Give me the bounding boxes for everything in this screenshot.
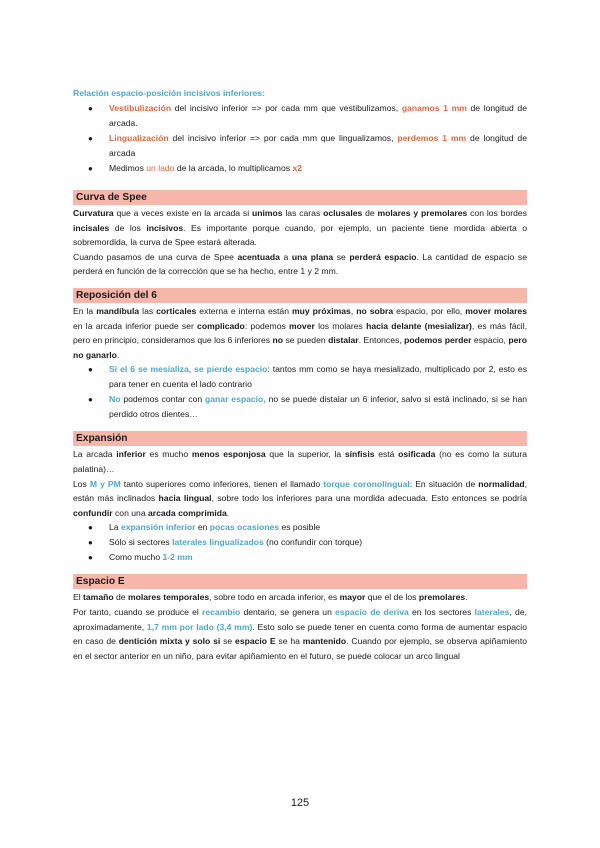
intro-list: [73, 101, 527, 176]
paragraph: Curvatura que a veces existe en la arcada si unimos las caras oclusales de molares y premolares con los bordes incisales de los incisivos. Es importante porque cuando, por ejemplo, un paciente tiene mordida abierta o sobremordida, la curva de Spee estará alterada.: [73, 208, 527, 248]
list-item: ● Como mucho 1-2 mm: [73, 550, 527, 565]
bullet-icon: ●: [88, 523, 93, 533]
bullet-icon: ●: [88, 553, 93, 563]
section-heading-reposicion: Reposición del 6: [73, 288, 527, 303]
list-item: ● La expansión inferior en pocas ocasiones es posible: [73, 520, 527, 535]
list-item: ● Sólo si sectores laterales lingualizados (no confundir con torque): [73, 535, 527, 550]
page-content: [73, 86, 527, 663]
list-item: ● Si el 6 se mesializa, se pierde espacio: tantos mm como se haya mesializado, multiplicado por 2, esto es para tener en cuenta el lado contrario: [88, 364, 527, 390]
page-number: 125: [290, 797, 310, 809]
section-heading-curva-spee: Curva de Spee: [73, 190, 527, 205]
section-heading-espacio-e: Espacio E: [73, 574, 527, 589]
bullet-icon: ●: [88, 395, 93, 405]
bullet-icon: ●: [88, 538, 93, 548]
bullet-icon: ●: [88, 164, 93, 173]
intro-title: Relación espacio-posición incisivos inferiores:: [73, 88, 265, 98]
list-item: ● Vestibulización del incisivo inferior => por cada mm que vestibulizamos, ganamos 1 mm de longitud de arcada.: [88, 103, 527, 128]
paragraph: La arcada inferior es mucho menos esponjosa que la superior, la sínfisis está osificada (no es como la sutura palatina)…: [73, 449, 527, 474]
list-item: ● No podemos contar con ganar espacio, no se puede distalar un 6 inferior, salvo si está inclinado, si se han perdido otros dientes…: [88, 394, 528, 420]
paragraph: El tamaño de molares temporales, sobre todo en arcada inferior, es mayor que el de los premolares.: [73, 592, 468, 603]
paragraph: En la mandíbula las corticales externa e interna están muy próximas, no sobra espacio, por ello, mover molares en la arcada inferior puede ser complicado: podemos mover los molares hacia delante (mesializar), es más fácil, pero en principio, consideramos que los 6 inferiores no se pueden distalar. Entonces, podemos perder espacio, pero no ganarlo.: [73, 305, 527, 360]
list-item: ● Medimos un lado de la arcada, lo multiplicamos x2: [73, 161, 527, 176]
expansion-list: [73, 520, 527, 565]
reposicion-list: [73, 362, 527, 422]
paragraph: Los M y PM tanto superiores como inferiores, tienen el llamado torque coronolingual: En situación de normalidad, están más inclinados hacia lingual, sobre todo los inferiores para una mordida adecuada. Esto entonces se podría confundir con una arcada comprimida.: [73, 478, 528, 518]
bullet-icon: ●: [88, 104, 93, 113]
list-item: ● Lingualización del incisivo inferior => por cada mm que lingualizamos, perdemos 1 mm de longitud de arcada: [88, 133, 527, 158]
section-heading-expansion: Expansión: [73, 431, 527, 446]
paragraph: Por tanto, cuando se produce el recambio dentario, se genera un espacio de deriva en los sectores laterales, de, aproximadamente, 1,7 mm por lado (3,4 mm). Esto solo se puede tener en cuenta como forma de aumentar espacio en caso de dentición mixta y solo si se espacio E se ha mantenido. Cuando por ejemplo, se observa apiñamiento en el sector anterior en un niño, para evitar apiñamiento en el futuro, se puede colocar un arco lingual: [73, 606, 527, 661]
bullet-icon: ●: [88, 134, 93, 143]
paragraph: Cuando pasamos de una curva de Spee acentuada a una plana se perderá espacio. La cantidad de espacio se perderá en función de la corrección que se ha hecho, entre 1 y 2 mm.: [73, 251, 527, 277]
bullet-icon: ●: [88, 365, 93, 375]
